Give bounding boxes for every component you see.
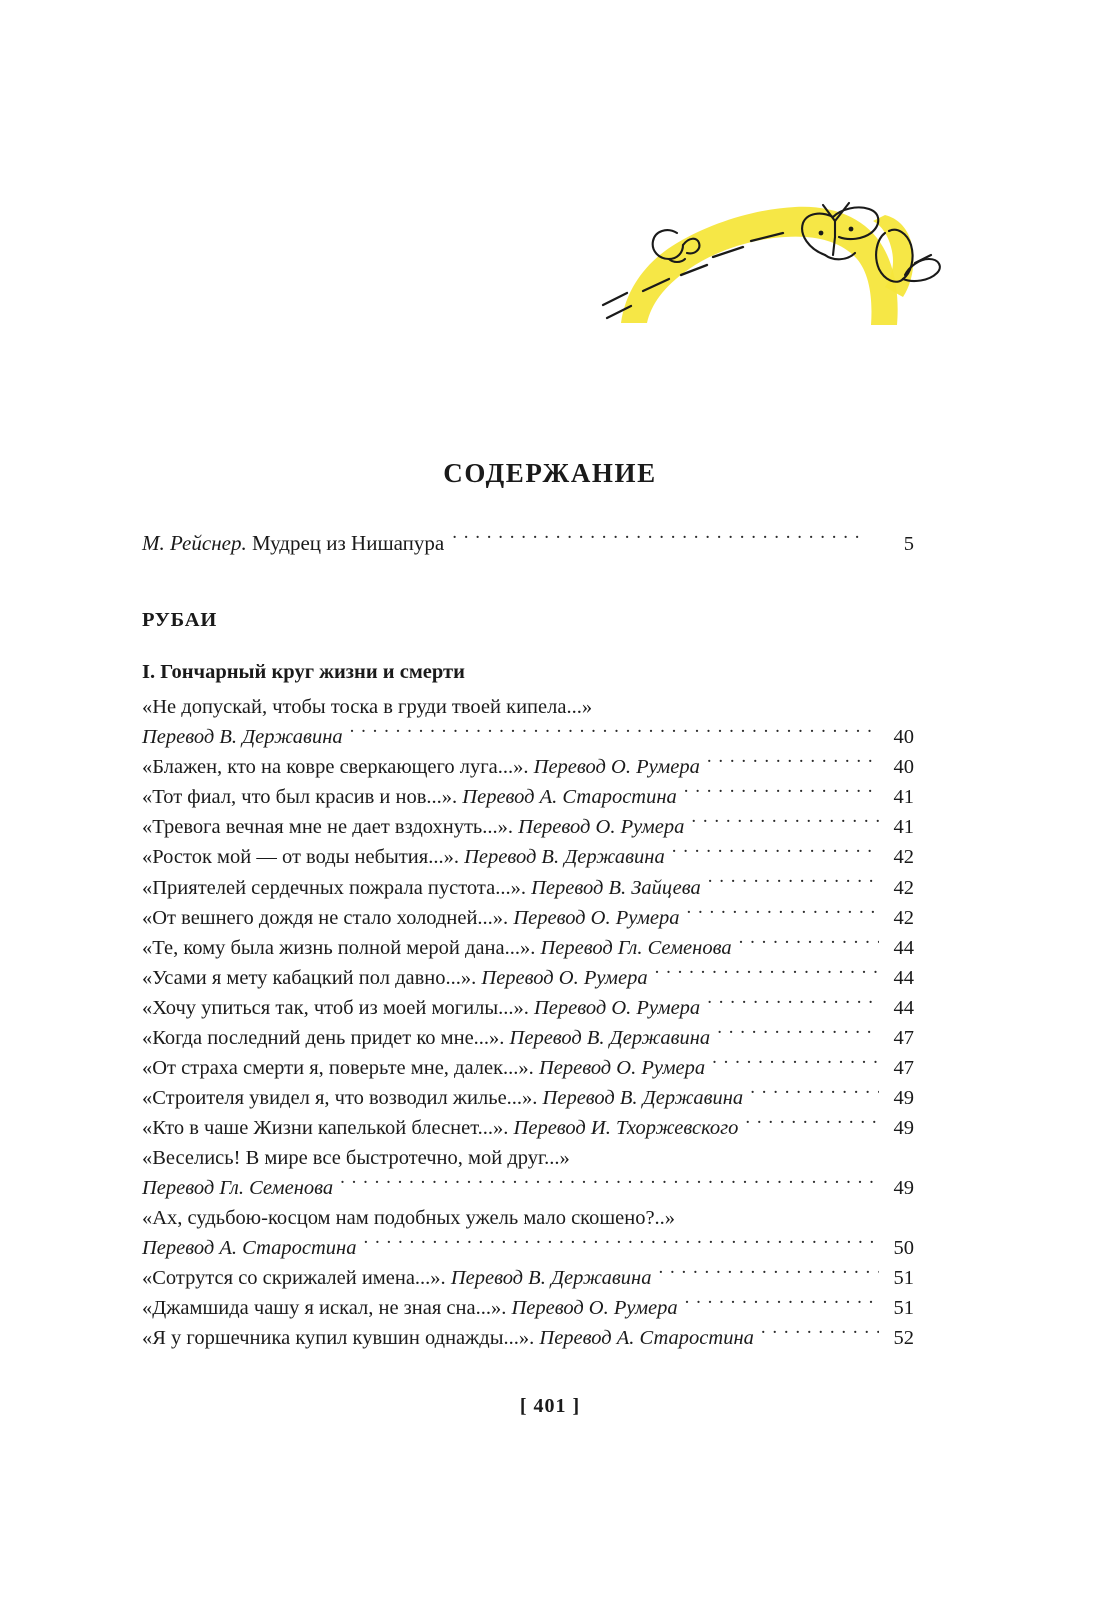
entry-translator: Перевод А. Старостина	[462, 786, 677, 809]
entry-title: «От вешнего дождя не стало холодней...».	[142, 906, 514, 929]
entry-title: «Я у горшечника купил кувшин однажды...».	[142, 1326, 540, 1349]
dot-leader	[739, 933, 879, 954]
entry-translator: Перевод А. Старостина	[142, 1236, 357, 1259]
toc-entry[interactable]	[142, 783, 914, 813]
entry-title: «Ах, судьбою-косцом нам подобных ужель мало скошено?..»	[142, 1206, 676, 1229]
yellow-brush-arc	[621, 207, 914, 325]
entry-translator: Перевод В. Державина	[142, 726, 343, 749]
entry-title: «Строителя увидел я, что возводил жилье...».	[142, 1087, 543, 1110]
entry-title: «От страха смерти я, поверьте мне, далек...».	[142, 1057, 539, 1080]
dot-leader	[658, 1263, 879, 1284]
dot-leader	[707, 753, 879, 774]
toc-entry[interactable]	[142, 813, 914, 843]
dot-leader	[672, 843, 879, 864]
entry-translator: Перевод Гл. Семенова	[142, 1177, 334, 1199]
dot-leader	[761, 1323, 879, 1344]
entry-title: «Сотрутся со скрижалей имена...».	[142, 1266, 451, 1289]
dot-leader	[340, 1174, 879, 1195]
dot-leader	[685, 1293, 879, 1314]
dot-leader	[452, 529, 860, 550]
toc-entry[interactable]	[142, 1293, 914, 1323]
toc-entry[interactable]	[142, 993, 914, 1023]
page-number: 40	[893, 726, 914, 749]
page-number: 44	[893, 966, 914, 989]
entry-translator: Перевод Гл. Семенова	[540, 936, 732, 959]
toc-entry-intro[interactable]	[142, 528, 914, 559]
toc-entry[interactable]	[142, 1263, 914, 1293]
dot-leader	[708, 873, 879, 894]
entry-title: «Тот фиал, что был красив и нов...».	[142, 786, 463, 809]
toc-entry[interactable]	[142, 843, 914, 873]
page-number: 52	[893, 1326, 914, 1349]
dot-leader	[687, 903, 879, 924]
toc-entry[interactable]	[142, 1084, 914, 1114]
entry-translator: Перевод О. Румера	[538, 1057, 706, 1080]
toc-entry[interactable]	[142, 1054, 914, 1084]
decorative-ornament	[585, 175, 945, 330]
toc-entry[interactable]	[142, 1204, 914, 1264]
toc-entry[interactable]	[142, 933, 914, 963]
entry-translator: Перевод А. Старостина	[539, 1326, 754, 1349]
page-number: 42	[893, 846, 914, 869]
dot-leader	[691, 813, 879, 834]
toc-entry[interactable]	[142, 1323, 914, 1353]
entry-title: «Усами я мету кабацкий пол давно...».	[142, 966, 482, 989]
page-number: 50	[893, 1236, 914, 1259]
entry-translator: Перевод В. Зайцева	[531, 876, 701, 899]
entry-title: «Веселись! В мире все быстротечно, мой друг...»	[142, 1146, 570, 1169]
page-number: 44	[893, 936, 914, 959]
page-number: 51	[893, 1266, 914, 1289]
entry-title: «Тревога вечная мне не дает вздохнуть...».	[142, 816, 519, 839]
toc-content	[142, 528, 914, 1354]
entry-title: «Хочу упиться так, чтоб из моей могилы...».	[142, 996, 534, 1019]
entry-translator: Перевод В. Державина	[450, 1266, 652, 1289]
intro-title: Мудрец из Нишапура	[246, 531, 445, 555]
page-number: 51	[893, 1296, 914, 1319]
entry-translator: Перевод В. Державина	[464, 846, 665, 869]
entry-translator: Перевод О. Румера	[481, 966, 648, 989]
toc-entry[interactable]	[142, 1114, 914, 1144]
dot-leader	[717, 1024, 879, 1045]
entry-translator: Перевод И. Тхоржевского	[513, 1117, 739, 1140]
toc-entry[interactable]	[142, 903, 914, 933]
page-number: 49	[893, 1177, 914, 1199]
page-number: 42	[893, 876, 914, 899]
entry-title: «Когда последний день придет ко мне...».	[142, 1027, 510, 1050]
entry-title: «Джамшида чашу я искал, не зная сна...».	[142, 1296, 512, 1319]
page-number: 42	[893, 906, 914, 929]
toc-entry[interactable]	[142, 693, 914, 753]
entry-title: «Не допускай, чтобы тоска в груди твоей кипела...»	[142, 696, 593, 718]
dot-leader	[350, 723, 879, 744]
dot-leader	[707, 993, 879, 1014]
entry-translator: Перевод О. Румера	[513, 906, 680, 929]
page-number: 44	[893, 996, 914, 1019]
toc-entry[interactable]	[142, 1024, 914, 1054]
entry-translator: Перевод О. Румера	[511, 1296, 678, 1319]
toc-entry[interactable]	[142, 753, 914, 783]
toc-entry[interactable]	[142, 873, 914, 903]
entry-translator: Перевод О. Румера	[533, 756, 700, 779]
entry-title: «Блажен, кто на ковре сверкающего луга...».	[142, 756, 534, 779]
dot-leader	[745, 1114, 879, 1135]
entry-translator: Перевод О. Румера	[533, 996, 701, 1019]
page-folio: [ 401 ]	[519, 1395, 581, 1417]
page-number: 5	[903, 533, 914, 555]
dot-leader	[712, 1054, 879, 1075]
dot-leader	[684, 783, 879, 804]
page-number: 49	[893, 1087, 914, 1110]
page-number: 49	[893, 1117, 914, 1140]
section-heading-rubai: РУБАИ	[142, 609, 218, 631]
entry-translator: Перевод В. Державина	[542, 1087, 744, 1110]
page-number: 41	[893, 786, 914, 809]
subsection-heading-1: I. Гончарный круг жизни и смерти	[142, 661, 465, 683]
toc-entry[interactable]	[142, 963, 914, 993]
entry-title: «Кто в чаше Жизни капелькой блеснет...».	[142, 1117, 514, 1140]
entry-title: «Росток мой — от воды небытия...».	[142, 846, 465, 869]
dot-leader	[363, 1233, 879, 1254]
entry-title: «Приятелей сердечных пожрала пустота...».	[142, 876, 532, 899]
dot-leader	[655, 963, 879, 984]
intro-author: М. Рейснер.	[142, 531, 247, 555]
entry-title: «Те, кому была жизнь полной мерой дана...».	[142, 936, 541, 959]
page-number: 47	[893, 1057, 914, 1080]
toc-entry[interactable]	[142, 1144, 914, 1204]
page-number: 47	[893, 1027, 914, 1050]
page-number: 40	[893, 756, 914, 779]
entry-translator: Перевод О. Румера	[518, 816, 685, 839]
entry-translator: Перевод В. Державина	[509, 1027, 711, 1050]
dot-leader	[750, 1084, 879, 1105]
page-title: СОДЕРЖАНИЕ	[443, 458, 657, 488]
page-number: 41	[893, 816, 914, 839]
